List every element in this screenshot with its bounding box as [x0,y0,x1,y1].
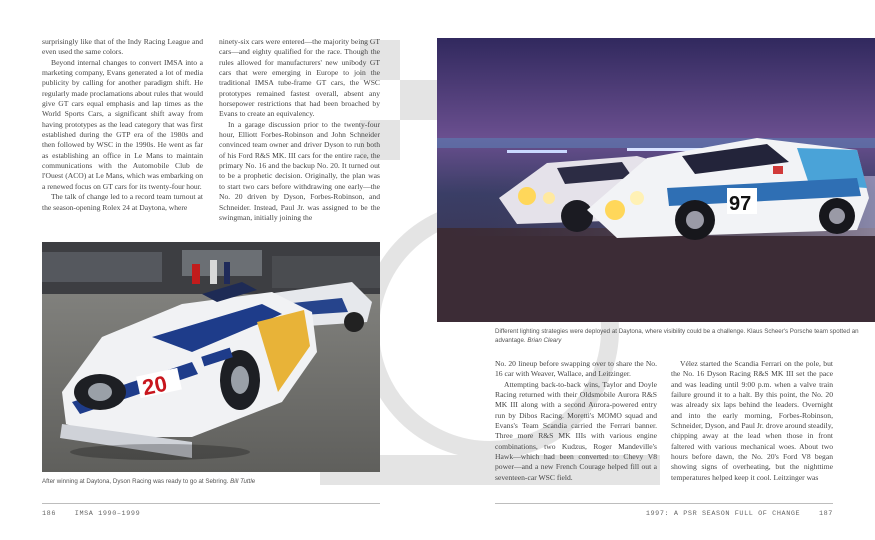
running-head: IMSA 1990–1999 [74,510,141,518]
paragraph: Attempting back-to-back wins, Taylor and Doyle Racing returned with their Oldsmobile Aurora R&S MK III along with a second Aurora-powered entry run by Dibos Racing. Moretti's MOMO squad and Evans's Team Scandia carried the Ferrari banner. Three more R&S MK IIIs with various engine combinations, two Kudzus, Roger Mandeville's Hawk—which had been converted to Chevy V8 power—and a new French Courage helped fill out a seventeen-car WSC field. [495,379,657,482]
race-car-photo-daytona-night [437,38,875,322]
right-text-column-1 [495,359,657,483]
left-photo-caption [42,478,380,487]
paragraph: Beyond internal changes to convert IMSA into a marketing company, Evans generated a lot of media publicity by calling for another paradigm shift. He regularly made proclamations about rules that would give GT cars equal emphasis and lap times as the World Sports Cars, a significant shift away from having prototypes as the lead category that was first established during the GTP era of the 1980s and then followed by WSC in the 1990s. He went as far as establishing an office in Le Mans to maintain communications with the Automobile Club de l'Ouest (ACO) at Le Mans, which was embarking on a renewed focus on GT cars for its twenty-four hour. [42,57,203,191]
paragraph: The talk of change led to a record team turnout at the season-opening Rolex 24 at Daytona, where [42,192,203,212]
car-number-20: 20 [140,370,170,401]
page-number: 187 [818,510,833,518]
left-text-column-1 [42,37,203,213]
left-folio-rule [42,503,380,504]
race-car-illustration [42,242,380,472]
paragraph: In a garage discussion prior to the twenty-four hour, Elliott Forbes-Robinson and John Schneider convinced team owner and driver Dyson to run both of his Ford R&S MK. III cars for the entire race, the primary No. 16 and the backup No. 20. It turned out to be a prophetic decision. Originally, the plan was to start two cars before withdrawing one early—the No. 20 driven by Dyson, Forbes-Robinson, and Schneider. Instead, Paul Jr. was assigned to be the swingman, initially joining the [219,119,380,222]
caption-text: Different lighting strategies were deployed at Daytona, where visibility could be a challenge. Klaus Scheer's Porsche team spotted an advantage. [495,328,859,344]
paragraph: surprisingly like that of the Indy Racing League and even used the same colors. [42,37,203,57]
caption-text: After winning at Daytona, Dyson Racing was ready to go at Sebring. [42,478,229,485]
left-text-column-2 [219,37,380,223]
right-folio-rule [495,503,833,504]
right-folio [495,510,833,518]
race-car-photo-sebring [42,242,380,472]
paragraph: Vélez started the Scandia Ferrari on the pole, but the No. 16 Dyson Racing R&S MK III set the pace and was leading until 9:00 p.m. when a valve train failure ground it to a halt. By this point, the No. 20 was already six laps behind the leaders. Overnight and into the early morning, Forbes-Robinson, Schneider, Dyson, and Paul Jr. drove around steadily, chipping away at the lead when those in front faltered with various mechanical woes. About two hours before dawn, the No. 20's Ford V8 began showing signs of overheating, but the nighttime temperatures helped keep it cool. Leitzinger was [671,359,833,482]
paragraph: No. 20 lineup before swapping over to share the No. 16 car with Weaver, Wallace, and Leitzinger. [495,359,657,379]
running-head: 1997: A PSR SEASON FULL OF CHANGE [645,510,801,518]
photo-credit: Bill Tuttle [230,478,256,485]
photo-credit: Brian Cleary [527,336,562,344]
right-photo-caption [495,328,860,345]
page-number: 186 [42,510,57,518]
right-text-column-2 [671,359,833,483]
paragraph: ninety-six cars were entered—the majority being GT cars—and eighty qualified for the race. Though the rules allowed for manufacturers' new unibody GT cars that were emerging in Europe to join the traditional IMSA tube-frame GT cars, the WSC prototypes remained fastest overall, absent any horsepower restrictions that had been broached by Evans to create an equivalency. [219,37,380,119]
night-race-illustration [437,38,875,322]
left-folio [42,510,140,518]
car-number-97: 97 [729,193,752,215]
